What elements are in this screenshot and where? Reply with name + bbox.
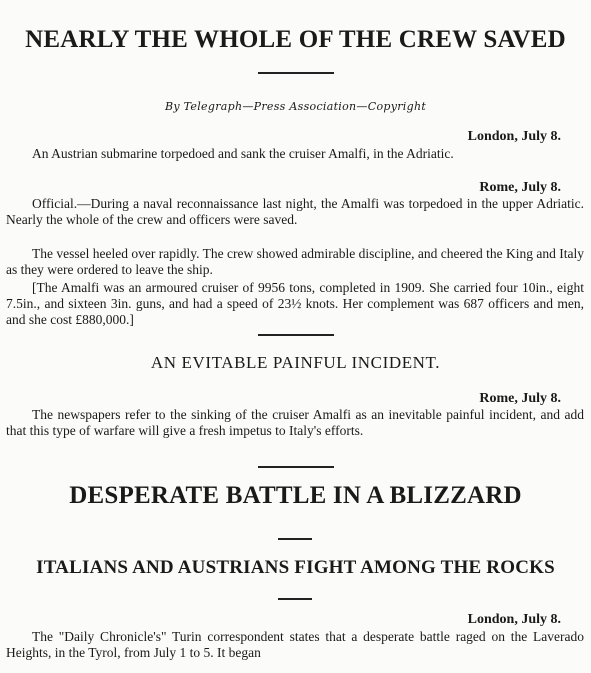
headline-crew-saved: NEARLY THE WHOLE OF THE CREW SAVED <box>25 26 566 53</box>
paragraph-amalfi-specs: [The Amalfi was an armoured cruiser of 9956 tons, completed in 1909. She carried four 10in., eight 7.5in., and sixteen 3in. guns, and had a speed of 23½ knots. Her complement was 687 officers and men, and she cost £880,000.] <box>6 280 584 327</box>
paragraph-newspapers: The newspapers refer to the sinking of the cruiser Amalfi as an inevitable painful incident, and add that this type of warfare will give a fresh impetus to Italy's efforts. <box>6 407 584 438</box>
dateline-london-2: London, July 8. <box>467 612 561 627</box>
headline-desperate-battle: DESPERATE BATTLE IN A BLIZZARD <box>69 482 522 509</box>
paragraph-daily-chronicle: The "Daily Chronicle's" Turin correspondent states that a desperate battle raged on the Laverado Heights, in the Tyrol, from July 1 to 5. It began <box>6 629 584 660</box>
paragraph-submarine: An Austrian submarine torpedoed and sank the cruiser Amalfi, in the Adriatic. <box>32 146 454 161</box>
paragraph-vessel-heeled: The vessel heeled over rapidly. The crew showed admirable discipline, and cheered the King and Italy as they were ordered to leave the ship. <box>6 246 584 277</box>
headline-italians-austrians: ITALIANS AND AUSTRIANS FIGHT AMONG THE ROCKS <box>36 557 555 578</box>
divider-rule <box>258 334 334 336</box>
divider-rule <box>258 72 334 74</box>
divider-rule <box>258 466 334 468</box>
divider-rule <box>278 598 312 600</box>
byline: By Telegraph—Press Association—Copyright <box>164 100 427 113</box>
dateline-rome-1: Rome, July 8. <box>479 180 561 195</box>
divider-rule <box>278 538 312 540</box>
headline-painful-incident: AN EVITABLE PAINFUL INCIDENT. <box>150 353 441 372</box>
dateline-rome-2: Rome, July 8. <box>479 391 561 406</box>
paragraph-official: Official.—During a naval reconnaissance last night, the Amalfi was torpedoed in the upper Adriatic. Nearly the whole of the crew and officers were saved. <box>6 196 584 227</box>
dateline-london-1: London, July 8. <box>467 129 561 144</box>
